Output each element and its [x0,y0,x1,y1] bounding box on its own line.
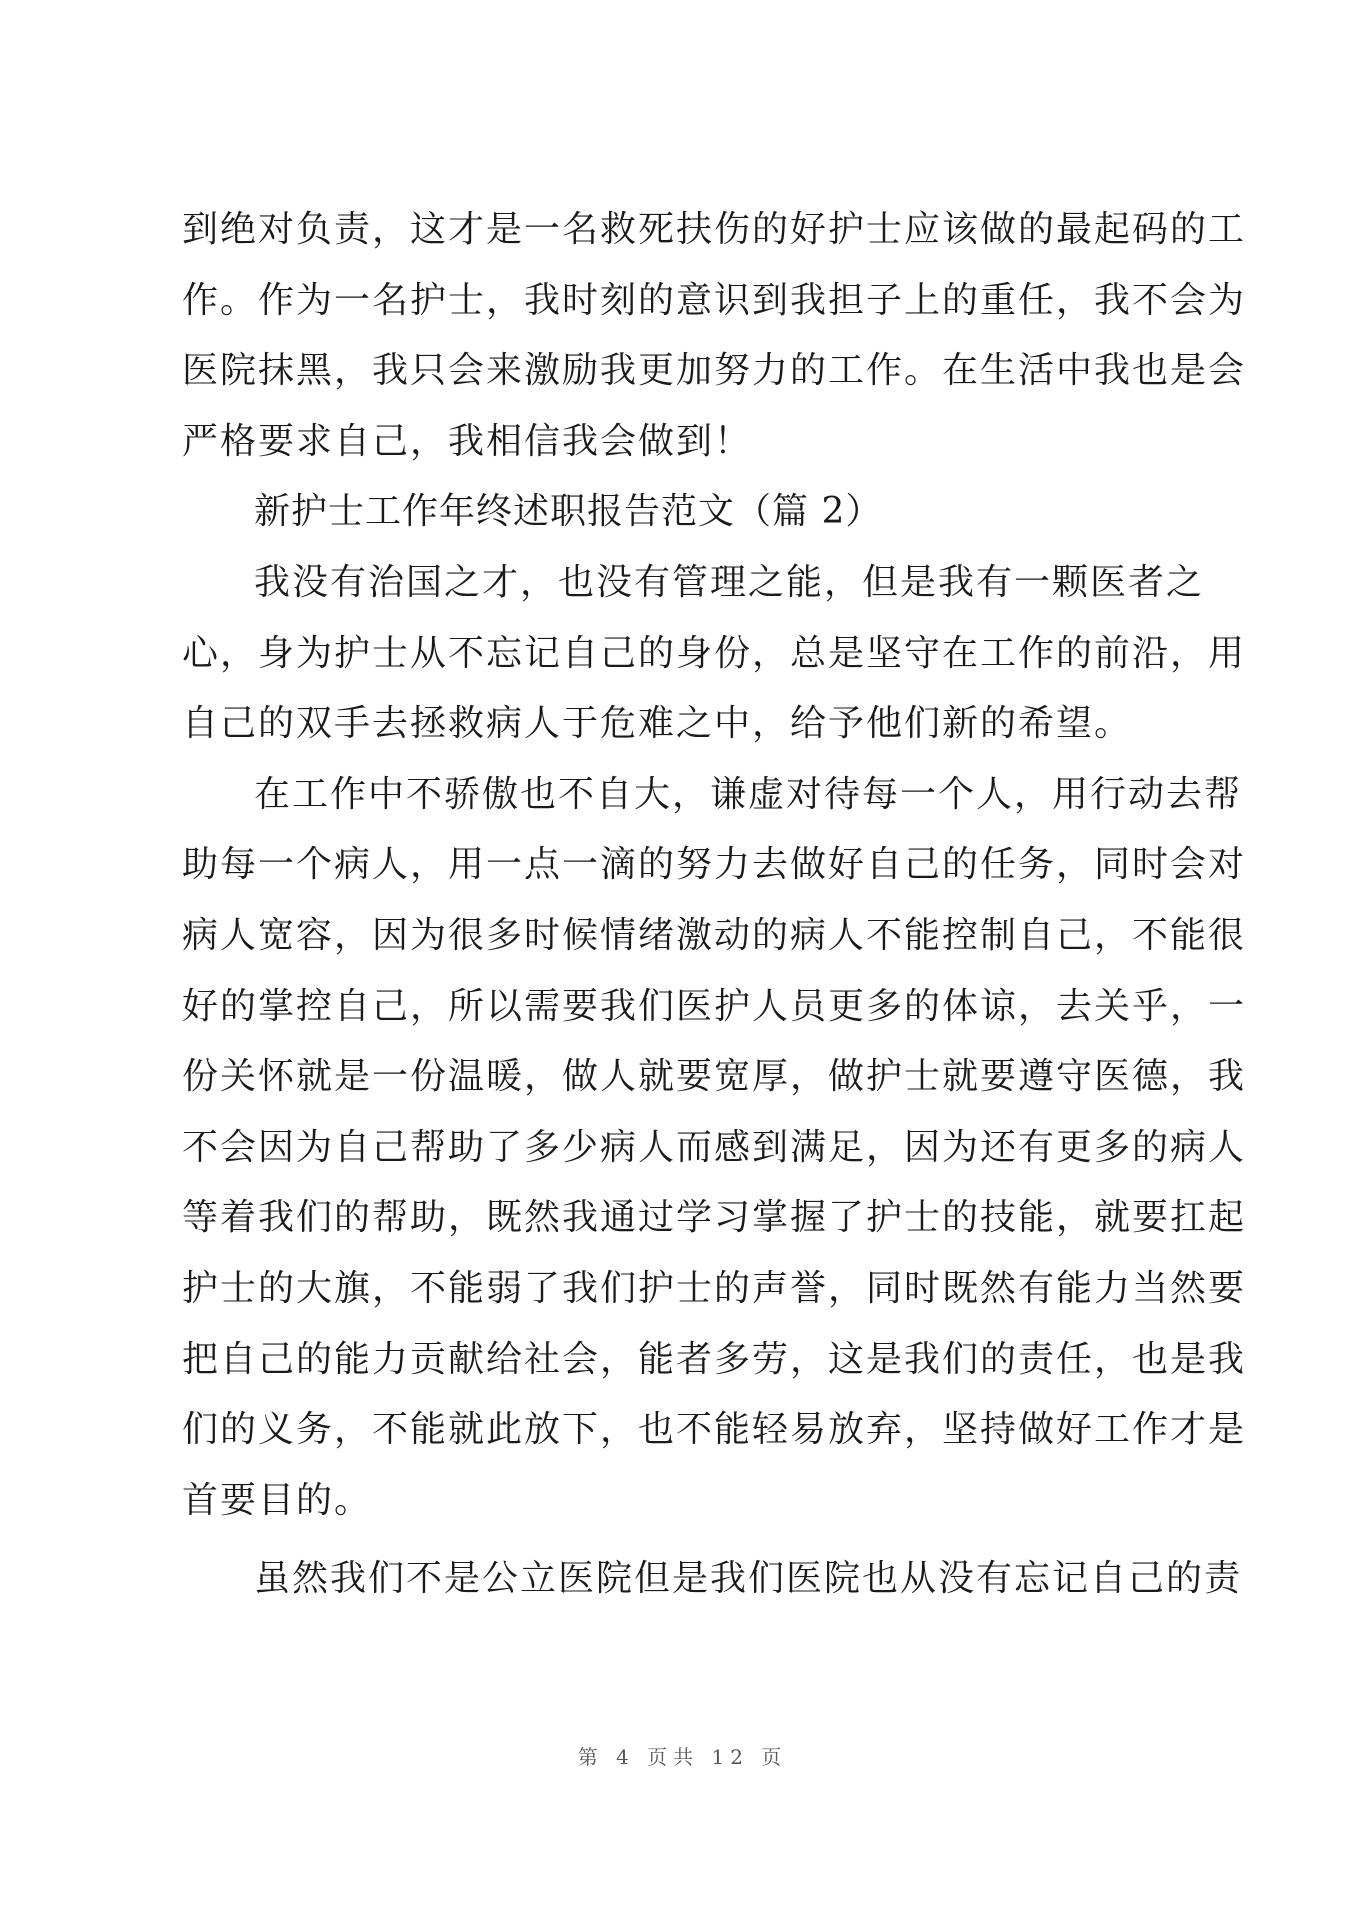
paragraph [182,1544,1243,1615]
text-line: 等着我们的帮助，既然我通过学习掌握了护士的技能，就要扛起 [182,1197,1247,1239]
text-line: 护士的大旗，不能弱了我们护士的声誉，同时既然有能力当然要 [182,1267,1247,1309]
text-line: 严格要求自己，我相信我会做到！ [182,420,753,462]
text-line: 作。作为一名护士，我时刻的意识到我担子上的重任，我不会为 [182,279,1247,321]
paragraph [182,548,1247,760]
text-line: 好的掌控自己，所以需要我们医护人员更多的体谅，去关乎，一 [182,985,1247,1027]
text-line: 自己的双手去拯救病人于危难之中，给予他们新的希望。 [182,703,1133,745]
document-body [182,195,1247,1615]
text-line: 我没有治国之才，也没有管理之能，但是我有一颗医者之 [254,561,1205,603]
text-line: 虽然我们不是公立医院但是我们医院也从没有忘记自己的责 [254,1558,1243,1600]
text-line: 到绝对负责，这才是一名救死扶伤的好护士应该做的最起码的工 [182,209,1247,250]
section-heading: 新护士工作年终述职报告范文（篇 2） [254,491,883,533]
text-line: 病人宽容，因为很多时候情绪激动的病人不能控制自己，不能很 [182,914,1247,956]
text-line: 首要目的。 [182,1479,373,1521]
text-line: 不会因为自己帮助了多少病人而感到满足，因为还有更多的病人 [182,1126,1247,1168]
text-line: 们的义务，不能就此放下，也不能轻易放弃，坚持做好工作才是 [182,1409,1247,1451]
text-line: 助每一个病人，用一点一滴的努力去做好自己的任务，同时会对 [182,844,1247,886]
paragraph-spacer [182,1536,1192,1544]
paragraph [182,760,1247,1537]
text-line: 医院抹黑，我只会来激励我更加努力的工作。在生活中我也是会 [182,350,1247,392]
text-line: 在工作中不骄傲也不自大，谦虚对待每一个人，用行动去帮 [254,773,1243,815]
page-number-footer: 第 4 页共 12 页 [577,1745,788,1769]
text-line: 心，身为护士从不忘记自己的身份，总是坚守在工作的前沿，用 [182,632,1247,674]
text-line: 把自己的能力贡献给社会，能者多劳，这是我们的责任，也是我 [182,1338,1247,1380]
text-line: 份关怀就是一份温暖，做人就要宽厚，做护士就要遵守医德，我 [182,1056,1247,1098]
paragraph-continuation [182,195,1247,477]
